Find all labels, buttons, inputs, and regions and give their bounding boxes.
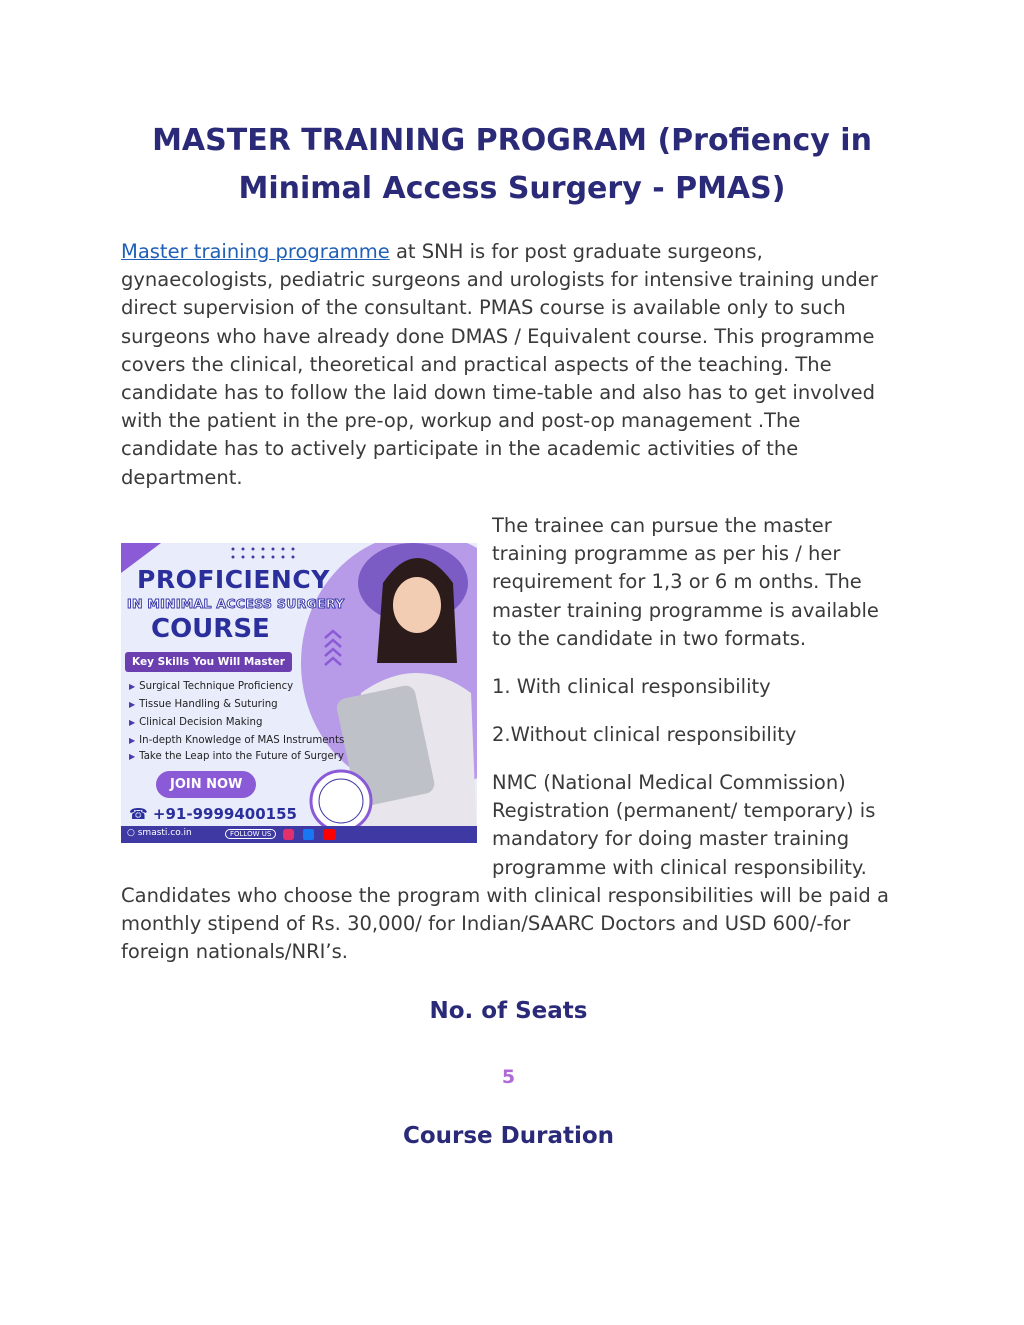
arrow-icon: ▶	[129, 736, 136, 745]
promo-title-mas: IN MINIMAL ACCESS SURGERY	[127, 596, 345, 611]
promo-key-skills-label: Key Skills You Will Master	[125, 652, 292, 672]
phone-icon: ☎	[129, 805, 148, 823]
instagram-icon	[283, 829, 294, 840]
youtube-icon	[323, 829, 336, 840]
intro-text: at SNH is for post graduate surgeons, gynaecologists, pediatric surgeons and urologists for intensive training under direct supervision of the consultant. PMAS course is available only to such surgeons who have already done DMAS / Equivalent course. This programme covers the clinical, theoretical and practical aspects of the teaching. The candidate has to follow the laid down time-table and also has to get involved with the patient in the pre-op, workup and post-op management .The candidate has to actively participate in the academic activities of the department.	[121, 240, 878, 489]
promo-website: ○ smasti.co.in	[127, 828, 192, 838]
formats-intro-text: The trainee can pursue the master training programme as per his / her requirement for 1,3 or 6 m onths. The master training programme is available to the candidate in two formats.	[492, 514, 879, 650]
promo-follow-us: FOLLOW US	[225, 829, 276, 839]
course-duration-heading: Course Duration	[402, 1123, 615, 1149]
master-training-programme-link[interactable]: Master training programme	[121, 240, 390, 263]
promo-skill-item: ▶ Surgical Technique Proficiency	[129, 681, 294, 692]
page-title: MASTER TRAINING PROGRAM (Profiency in Minimal Access Surgery - PMAS)	[152, 123, 872, 206]
promo-skill-item: ▶ In-depth Knowledge of MAS Instruments	[129, 735, 345, 746]
facebook-icon	[303, 829, 314, 840]
nmc-registration-text: NMC (National Medical Commission) Registration (permanent/ temporary) is mandatory for doing master training programme with clinical responsibility.	[492, 771, 876, 879]
globe-icon: ○	[127, 828, 135, 838]
intro-paragraph	[121, 238, 896, 492]
promo-footer-bar	[121, 826, 477, 843]
arrow-icon: ▶	[129, 752, 136, 761]
promo-join-now-button: JOIN NOW	[156, 771, 256, 798]
format-with-clinical: 1. With clinical responsibility	[492, 675, 771, 698]
stipend-text: Candidates who choose the program with clinical responsibilities will be paid a monthly stipend of Rs. 30,000/ for Indian/SAARC Doctors and USD 600/-for foreign nationals/NRI’s.	[121, 884, 889, 964]
arrow-icon: ▶	[129, 700, 136, 709]
course-promo-image	[121, 543, 477, 843]
arrow-icon: ▶	[129, 718, 136, 727]
seats-value: 5	[501, 1066, 516, 1088]
arrow-icon: ▶	[129, 682, 136, 691]
promo-skill-item: ▶ Clinical Decision Making	[129, 717, 263, 728]
promo-phone: ☎ +91-9999400155	[129, 805, 297, 823]
promo-skill-item: ▶ Tissue Handling & Suturing	[129, 699, 278, 710]
seats-heading: No. of Seats	[429, 998, 588, 1024]
promo-title-proficiency: PROFICIENCY	[137, 565, 330, 594]
promo-title-course: COURSE	[151, 614, 270, 644]
promo-skill-item: ▶ Take the Leap into the Future of Surgery	[129, 751, 344, 762]
format-without-clinical: 2.Without clinical responsibility	[492, 723, 797, 746]
